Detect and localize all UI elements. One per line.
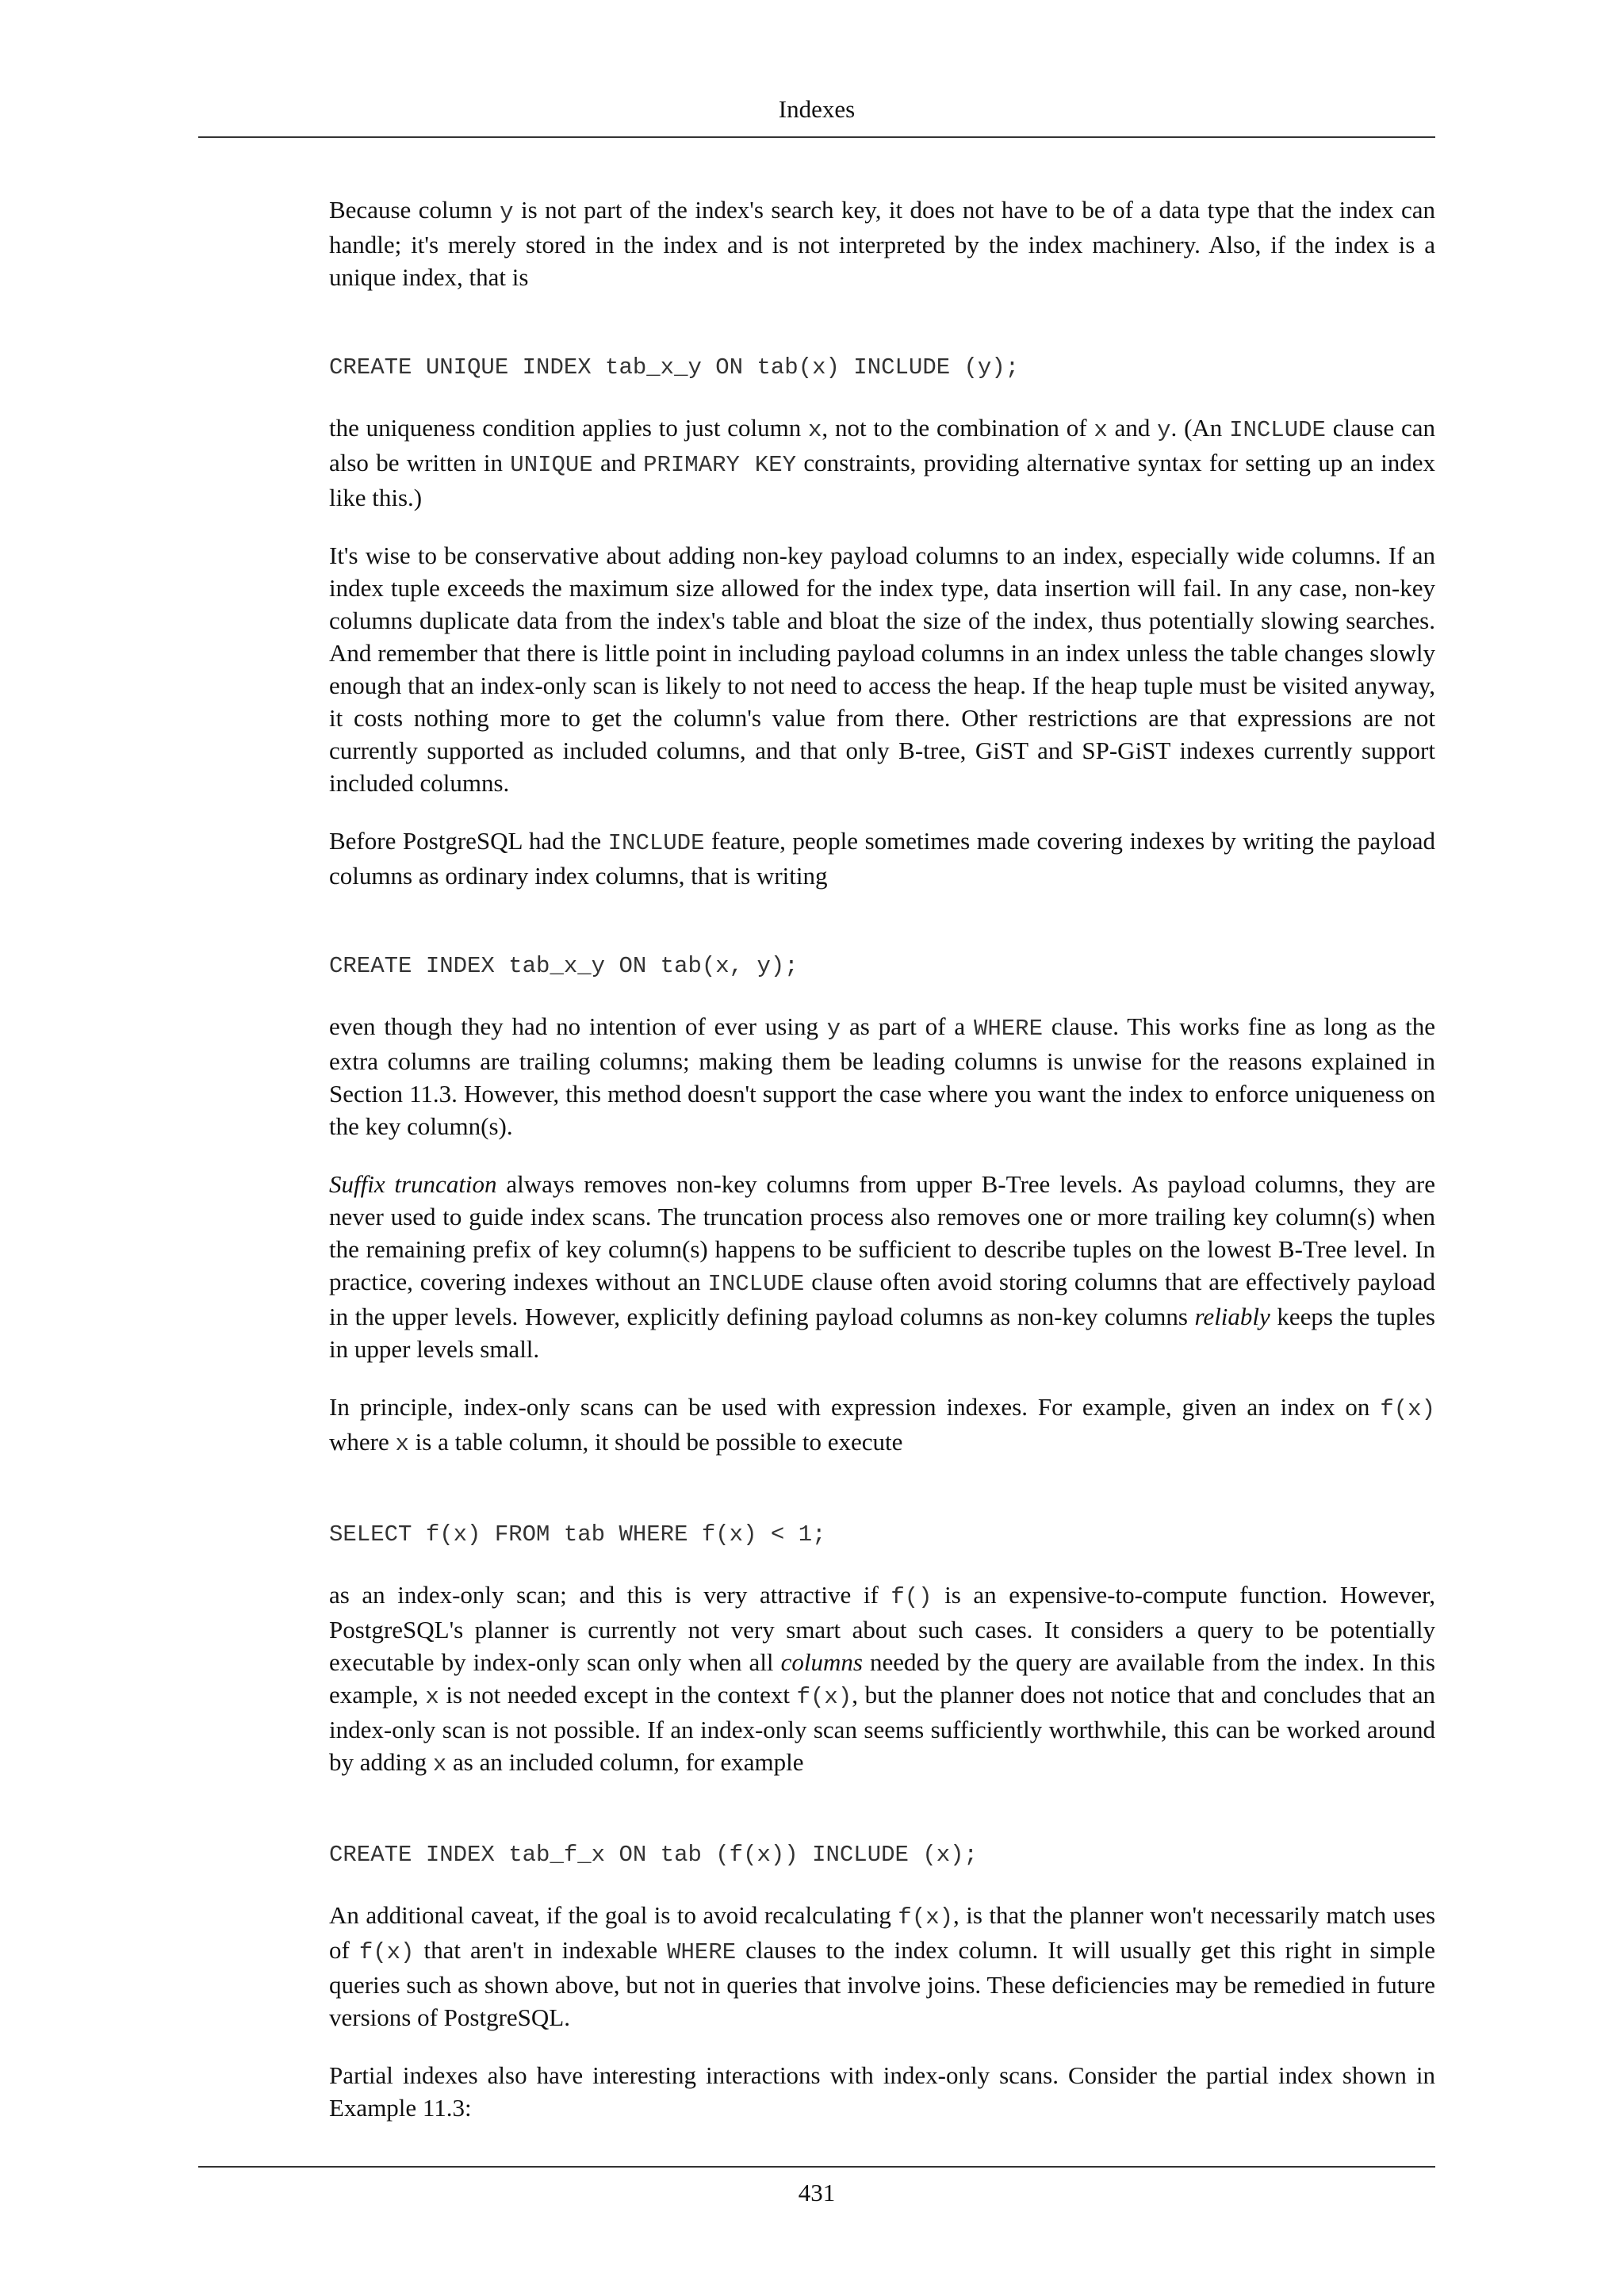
page-body [329, 193, 1435, 2149]
code-block-3: SELECT f(x) FROM tab WHERE f(x) < 1; [329, 1521, 826, 1548]
paragraph-1: Because column y is not part of the index's search key, it does not have to be of a data type that the index can handle; it's merely stored in the index and is not interpreted by the index machinery. Also, if the index is a unique index, that is [329, 196, 1436, 291]
footer-rule [198, 2166, 1435, 2168]
code-block-1: CREATE UNIQUE INDEX tab_x_y ON tab(x) INCLUDE (y); [329, 354, 1020, 381]
header-rule [198, 136, 1435, 138]
paragraph-10: Partial indexes also have interesting interactions with index-only scans. Consider the partial index shown in Example 11.3: [329, 2061, 1435, 2122]
code-block-4: CREATE INDEX tab_f_x ON tab (f(x)) INCLUDE (x); [329, 1842, 978, 1868]
code-block-2: CREATE INDEX tab_x_y ON tab(x, y); [329, 953, 799, 979]
paragraph-2: the uniqueness condition applies to just column x, not to the combination of x and y. (An INCLUDE clause can also be written in UNIQUE and PRIMARY KEY constraints, providing alternative syntax for setting up an index like this.) [329, 414, 1436, 511]
running-header: Indexes [778, 95, 856, 123]
paragraph-7: In principle, index-only scans can be used with expression indexes. For example, given an index on f(x) where x is a table column, it should be possible to execute [329, 1393, 1435, 1457]
paragraph-5: even though they had no intention of ever using y as part of a WHERE clause. This works fine as long as the extra columns are trailing columns; making them be leading columns is unwise for the reasons explained in Section 11.3. However, this method doesn't support the case where you want the index to enforce uniqueness on the key column(s). [329, 1012, 1435, 1140]
paragraph-6: Suffix truncation always removes non-key columns from upper B-Tree levels. As payload columns, they are never used to guide index scans. The truncation process also removes one or more trailing key column(s) when the remaining prefix of key column(s) happens to be sufficient to describe tuples on the lowest B-Tree level. In practice, covering indexes without an INCLUDE clause often avoid storing columns that are effectively payload in the upper levels. However, explicitly defining payload columns as non-key columns reliably keeps the tuples in upper levels small. [329, 1170, 1435, 1363]
paragraph-9: An additional caveat, if the goal is to avoid recalculating f(x), is that the planner won't necessarily match uses of f(x) that aren't in indexable WHERE clauses to the index column. It will usually get this right in simple queries such as shown above, but not in queries that involve joins. These deficiencies may be remedied in future versions of PostgreSQL. [329, 1901, 1436, 2031]
paragraph-4: Before PostgreSQL had the INCLUDE feature, people sometimes made covering indexes by writing the payload columns as ordinary index columns, that is writing [329, 827, 1435, 890]
paragraph-8: as an index-only scan; and this is very attractive if f() is an expensive-to-compute function. However, PostgreSQL's planner is currently not very smart about such cases. It considers a query to be potentially executable by index-only scan only when all columns needed by the query are available from the index. In this example, x is not needed except in the context f(x), but the planner does not notice that and concludes that an index-only scan is not possible. If an index-only scan seems sufficiently worthwhile, this can be worked around by adding x as an included column, for example [329, 1581, 1435, 1777]
paragraph-3: It's wise to be conservative about adding non-key payload columns to an index, especially wide columns. If an index tuple exceeds the maximum size allowed for the index type, data insertion will fail. In any case, non-key columns duplicate data from the index's table and bloat the size of the index, thus potentially slowing searches. And remember that there is little point in including payload columns in an index unless the table changes slowly enough that an index-only scan is likely to not need to access the heap. If the heap tuple must be visited anyway, it costs nothing more to get the column's value from there. Other restrictions are that expressions are not currently supported as included columns, and that only B-tree, GiST and SP-GiST indexes currently support included columns. [329, 541, 1435, 797]
page-number: 431 [798, 2179, 836, 2206]
